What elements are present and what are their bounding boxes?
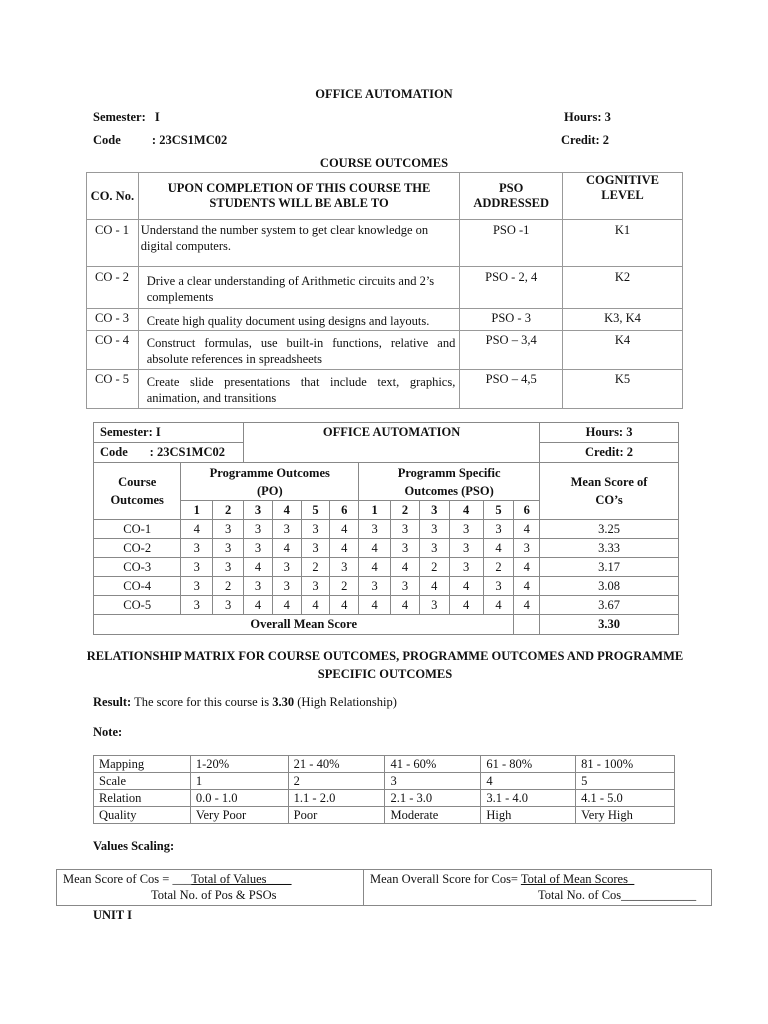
pso-cell: 2 xyxy=(419,558,449,577)
pso-cell: 4 xyxy=(514,577,540,596)
pso-cell: 4 xyxy=(391,558,420,577)
po-cell: 3 xyxy=(181,558,213,577)
pso-cell: 3 xyxy=(483,577,514,596)
mean-cell: 3.08 xyxy=(540,577,679,596)
co-number: CO - 2 xyxy=(87,267,139,309)
co-level: K4 xyxy=(563,331,683,370)
formula-left-denominator: Total No. of Pos & PSOs xyxy=(151,888,277,902)
matrix-hours: Hours: 3 xyxy=(540,423,679,443)
semester-label-text: Semester: xyxy=(93,110,146,124)
pso-cell: 3 xyxy=(419,596,449,615)
mean-cell: 3.17 xyxy=(540,558,679,577)
co-table-header xyxy=(87,173,683,220)
scale-cell: 5 xyxy=(576,773,675,790)
formula-left-prefix: Mean Score of Cos = xyxy=(63,872,173,886)
po-cell: 4 xyxy=(330,596,359,615)
note-label: Note: xyxy=(93,725,123,739)
pso-number: 2 xyxy=(391,501,420,520)
col-mean-score: Mean Score of CO’s xyxy=(540,463,679,520)
po-cell: 4 xyxy=(272,539,301,558)
table-row xyxy=(94,596,679,615)
mean-score-formula xyxy=(57,870,364,906)
po-cell: 2 xyxy=(213,577,244,596)
po-cell: 3 xyxy=(272,520,301,539)
po-cell: 2 xyxy=(301,558,330,577)
formula-table xyxy=(56,869,712,906)
table-row xyxy=(94,539,679,558)
co-number: CO - 3 xyxy=(87,309,139,331)
formula-left-numerator: Total of Values xyxy=(191,872,267,886)
col-cognitive-level: COGNITIVE LEVEL xyxy=(563,173,683,220)
pso-cell: 4 xyxy=(514,558,540,577)
code-label-text: Code xyxy=(93,133,121,147)
po-cell: 4 xyxy=(301,596,330,615)
relationship-matrix-table xyxy=(93,422,679,635)
po-cell: 3 xyxy=(213,539,244,558)
po-cell: 3 xyxy=(301,520,330,539)
pso-cell: 3 xyxy=(391,577,420,596)
mean-cell: 3.33 xyxy=(540,539,679,558)
col-pso-addressed: PSO ADDRESSED xyxy=(460,173,563,220)
pso-cell: 4 xyxy=(359,596,391,615)
co-pso: PSO - 2, 4 xyxy=(460,267,563,309)
scale-cell: 3.1 - 4.0 xyxy=(481,790,576,807)
scale-cell: 1-20% xyxy=(190,756,288,773)
scale-table xyxy=(93,755,675,824)
pso-cell: 3 xyxy=(391,520,420,539)
co-level: K1 xyxy=(563,220,683,267)
table-row xyxy=(94,756,675,773)
col-programme-outcomes: Programme Outcomes (PO) xyxy=(181,463,359,501)
matrix-co: CO-1 xyxy=(94,520,181,539)
pso-cell: 3 xyxy=(419,520,449,539)
code-value: : 23CS1MC02 xyxy=(151,133,228,147)
po-cell: 4 xyxy=(330,539,359,558)
pso-cell: 4 xyxy=(514,596,540,615)
scale-cell: 4 xyxy=(481,773,576,790)
co-pso: PSO - 3 xyxy=(460,309,563,331)
co-pso: PSO -1 xyxy=(460,220,563,267)
scale-cell: 1.1 - 2.0 xyxy=(288,790,385,807)
matrix-credit: Credit: 2 xyxy=(540,443,679,463)
scale-cell: 2 xyxy=(288,773,385,790)
po-cell: 3 xyxy=(244,577,273,596)
co-number: CO - 4 xyxy=(87,331,139,370)
semester-label xyxy=(93,110,160,125)
result-score: 3.30 xyxy=(272,695,295,709)
matrix-co: CO-4 xyxy=(94,577,181,596)
table-row xyxy=(94,577,679,596)
pso-cell: 3 xyxy=(449,539,483,558)
pso-cell: 4 xyxy=(359,558,391,577)
scale-cell: 3 xyxy=(385,773,481,790)
matrix-co: CO-2 xyxy=(94,539,181,558)
po-number: 3 xyxy=(244,501,273,520)
po-cell: 4 xyxy=(272,596,301,615)
pso-cell: 4 xyxy=(391,596,420,615)
po-cell: 3 xyxy=(181,577,213,596)
scale-cell: 81 - 100% xyxy=(576,756,675,773)
po-cell: 3 xyxy=(213,520,244,539)
table-row xyxy=(87,331,683,370)
values-scaling-label: Values Scaling: xyxy=(93,839,175,853)
matrix-title: OFFICE AUTOMATION xyxy=(244,423,540,463)
scale-cell: Poor xyxy=(288,807,385,824)
po-cell: 4 xyxy=(330,520,359,539)
course-outcomes-table xyxy=(86,172,683,409)
pso-cell: 3 xyxy=(359,520,391,539)
result-text-after: (High Relationship) xyxy=(294,695,397,709)
pso-cell: 3 xyxy=(359,577,391,596)
pso-cell: 3 xyxy=(419,539,449,558)
matrix-semester: Semester: I xyxy=(94,423,244,443)
pso-number: 3 xyxy=(419,501,449,520)
overall-mean-value: 3.30 xyxy=(540,615,679,635)
po-number: 1 xyxy=(181,501,213,520)
po-cell: 3 xyxy=(272,558,301,577)
po-cell: 3 xyxy=(272,577,301,596)
result-label: Result: xyxy=(93,695,132,709)
pso-cell: 3 xyxy=(449,520,483,539)
co-description: Create high quality document using designs and layouts. xyxy=(138,309,460,331)
scale-cell: Very High xyxy=(576,807,675,824)
co-level: K3, K4 xyxy=(563,309,683,331)
scale-cell: High xyxy=(481,807,576,824)
co-number: CO - 5 xyxy=(87,370,139,409)
po-number: 4 xyxy=(272,501,301,520)
scale-cell: 21 - 40% xyxy=(288,756,385,773)
table-row xyxy=(94,790,675,807)
scale-cell: Moderate xyxy=(385,807,481,824)
co-pso: PSO – 3,4 xyxy=(460,331,563,370)
pso-cell: 4 xyxy=(419,577,449,596)
page-title: OFFICE AUTOMATION xyxy=(315,87,453,101)
matrix-co: CO-5 xyxy=(94,596,181,615)
pso-cell: 4 xyxy=(449,596,483,615)
pso-cell: 3 xyxy=(391,539,420,558)
mean-cell: 3.67 xyxy=(540,596,679,615)
hours-label: Hours: 3 xyxy=(564,110,611,124)
pso-cell: 3 xyxy=(483,520,514,539)
mean-cell: 3.25 xyxy=(540,520,679,539)
mean-score-formula-top: Mean Score of Cos = ___Total of Values____ xyxy=(63,872,292,886)
po-cell: 3 xyxy=(301,539,330,558)
overall-mean-label: Overall Mean Score xyxy=(94,615,514,635)
overall-row xyxy=(94,615,679,635)
scale-cell: Mapping xyxy=(94,756,191,773)
pso-number: 5 xyxy=(483,501,514,520)
pso-cell: 2 xyxy=(483,558,514,577)
co-description: Create slide presentations that include text, graphics, animation, and transitions xyxy=(138,370,460,409)
scale-cell: 2.1 - 3.0 xyxy=(385,790,481,807)
scale-cell: Very Poor xyxy=(190,807,288,824)
pso-cell: 4 xyxy=(483,596,514,615)
matrix-co: CO-3 xyxy=(94,558,181,577)
po-cell: 3 xyxy=(244,520,273,539)
scale-cell: Relation xyxy=(94,790,191,807)
po-number: 6 xyxy=(330,501,359,520)
formula-right-numerator: Total of Mean Scores xyxy=(520,872,628,886)
semester-value: I xyxy=(154,110,160,124)
co-description: Drive a clear understanding of Arithmetic circuits and 2’s complements xyxy=(138,267,460,309)
mean-overall-formula-top: Mean Overall Score for Cos= Total of Mean Scores_ xyxy=(370,872,635,886)
result-text-before: The score for this course is xyxy=(131,695,273,709)
co-level: K2 xyxy=(563,267,683,309)
formula-right-denominator: Total No. of Cos xyxy=(538,888,622,902)
table-row xyxy=(94,520,679,539)
po-cell: 4 xyxy=(244,596,273,615)
credit-label: Credit: 2 xyxy=(561,133,610,147)
pso-number: 6 xyxy=(514,501,540,520)
code-label xyxy=(93,133,227,148)
scale-cell: Quality xyxy=(94,807,191,824)
unit-label: UNIT I xyxy=(93,908,133,922)
co-description: Understand the number system to get clear knowledge on digital computers. xyxy=(138,220,460,267)
table-row xyxy=(94,807,675,824)
po-cell: 3 xyxy=(301,577,330,596)
po-cell: 3 xyxy=(213,558,244,577)
scale-cell: 61 - 80% xyxy=(481,756,576,773)
relationship-heading: RELATIONSHIP MATRIX FOR COURSE OUTCOMES, PROGRAMME OUTCOMES AND PROGRAMME SPECIFIC OUTCOMES xyxy=(86,649,684,681)
scale-cell: 1 xyxy=(190,773,288,790)
table-row xyxy=(87,309,683,331)
scale-cell: 0.0 - 1.0 xyxy=(190,790,288,807)
pso-cell: 4 xyxy=(483,539,514,558)
pso-cell: 4 xyxy=(449,577,483,596)
po-cell: 4 xyxy=(181,520,213,539)
pso-number: 4 xyxy=(449,501,483,520)
col-programme-specific-outcomes: Programm Specific Outcomes (PSO) xyxy=(359,463,540,501)
pso-cell: 4 xyxy=(514,520,540,539)
po-cell: 3 xyxy=(213,596,244,615)
po-number: 2 xyxy=(213,501,244,520)
scale-cell: 41 - 60% xyxy=(385,756,481,773)
co-pso: PSO – 4,5 xyxy=(460,370,563,409)
co-description: Construct formulas, use built-in functions, relative and absolute references in spreadsheets xyxy=(138,331,460,370)
po-cell: 3 xyxy=(330,558,359,577)
col-description: UPON COMPLETION OF THIS COURSE THE STUDENTS WILL BE ABLE TO xyxy=(138,173,460,220)
scale-cell: Scale xyxy=(94,773,191,790)
po-cell: 3 xyxy=(244,539,273,558)
col-course-outcomes: Course Outcomes xyxy=(94,463,181,520)
table-row xyxy=(94,773,675,790)
po-number: 5 xyxy=(301,501,330,520)
mean-overall-formula: Mean Overall Score for Cos= Total of Mean Scores_ Total No. of Cos____________ xyxy=(364,870,712,906)
pso-cell: 3 xyxy=(514,539,540,558)
pso-number: 1 xyxy=(359,501,391,520)
po-cell: 3 xyxy=(181,539,213,558)
table-row xyxy=(94,558,679,577)
course-outcomes-heading: COURSE OUTCOMES xyxy=(319,156,449,170)
formula-right-prefix: Mean Overall Score for Cos= xyxy=(370,872,521,886)
po-cell: 3 xyxy=(181,596,213,615)
table-row xyxy=(87,370,683,409)
pso-cell: 3 xyxy=(449,558,483,577)
pso-cell: 4 xyxy=(359,539,391,558)
overall-empty-cell xyxy=(514,615,540,635)
table-row xyxy=(87,267,683,309)
scale-cell: 4.1 - 5.0 xyxy=(576,790,675,807)
result-line xyxy=(93,695,397,710)
co-level: K5 xyxy=(563,370,683,409)
po-cell: 4 xyxy=(244,558,273,577)
po-cell: 2 xyxy=(330,577,359,596)
co-number: CO - 1 xyxy=(87,220,139,267)
matrix-code: Code : 23CS1MC02 xyxy=(94,443,244,463)
col-co-no: CO. No. xyxy=(87,173,139,220)
table-row xyxy=(87,220,683,267)
